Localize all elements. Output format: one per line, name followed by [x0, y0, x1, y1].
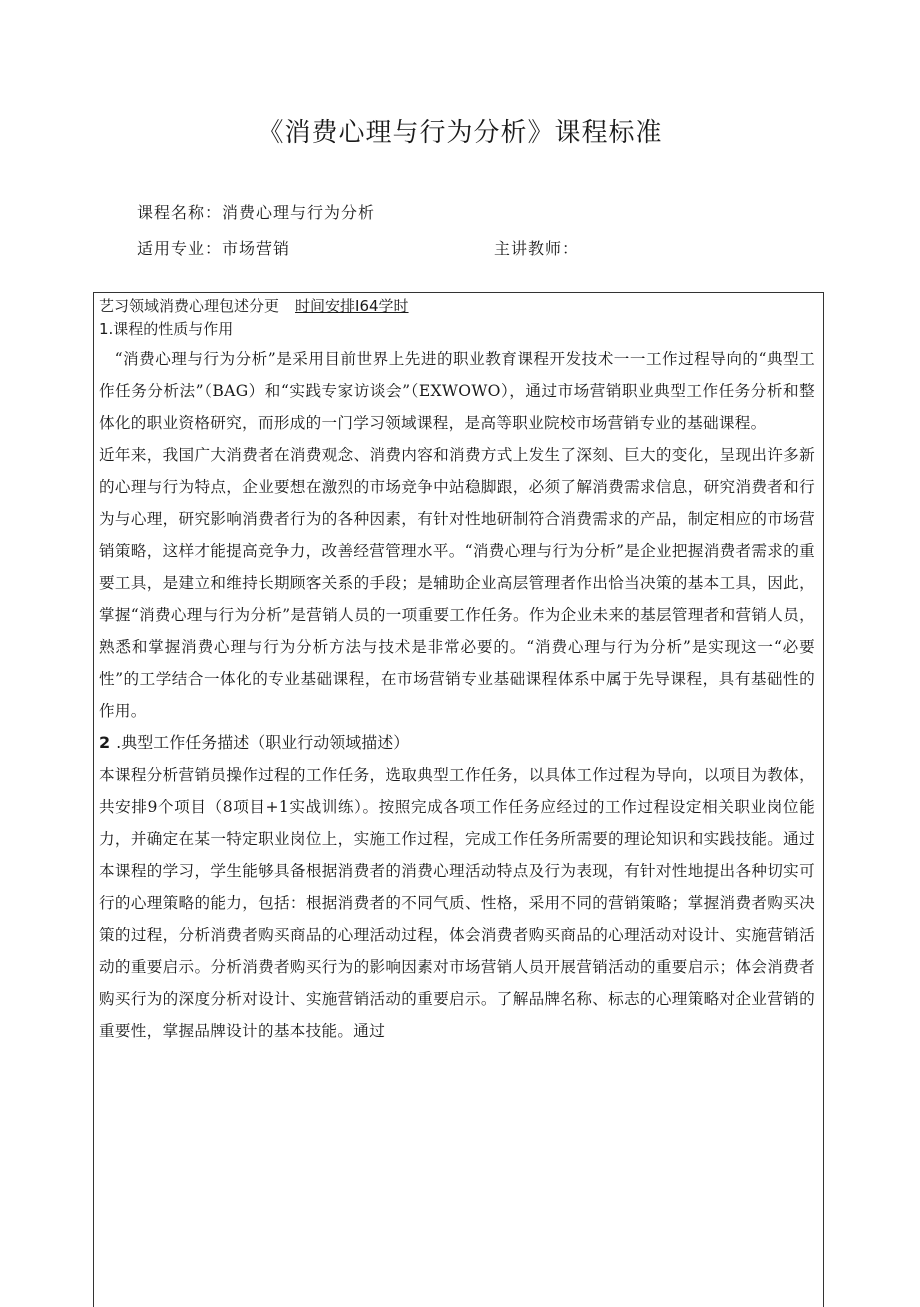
- section2-number: 2: [99, 733, 111, 752]
- applicable-major: 适用专业：市场营销: [137, 239, 291, 258]
- document-title: 《消费心理与行为分析》课程标准: [257, 118, 663, 148]
- time-arrangement: 时间安排I64学时: [295, 297, 409, 315]
- section1-paragraph-2: 近年来，我国广大消费者在消费观念、消费内容和消费方式上发生了深刻、巨大的变化，呈现出许多新的心理与行为特点，企业要想在激烈的市场竞争中站稳脚跟，必须了解消费需求信息，研究消费者和行为与心理，研究影响消费者行为的各种因素，有针对性地研制符合消费需求的产品，制定相应的市场营销策略，这样才能提高竞争力，改善经营管理水平。“消费心理与行为分析”是企业把握消费者需求的重要工具，是建立和维持长期顾客关系的手段；是辅助企业高层管理者作出恰当决策的基本工具，因此，掌握“消费心理与行为分析”是营销人员的一项重要工作任务。作为企业未来的基层管理者和营销人员，熟悉和掌握消费心理与行为分析方法与技术是非常必要的。“消费心理与行为分析”是实现这一“必要性”的工学结合一体化的专业基础课程，在市场营销专业基础课程体系中属于先导课程，具有基础性的作用。: [99, 446, 815, 720]
- section2-heading: [99, 727, 815, 759]
- section1-heading: 1.课程的性质与作用: [99, 320, 234, 338]
- section1-paragraph-1: “消费心理与行为分析”是采用目前世界上先进的职业教育课程开发技术一一工作过程导向的“典型工作任务分析法”（BAG）和“实践专家访谈会”（EXWOWO），通过市场营销职业典型工作任务分析和整体化的职业资格研究，而形成的一门学习领域课程，是高等职业院校市场营销专业的基础课程。: [99, 350, 815, 432]
- teacher-label: 主讲教师：: [494, 239, 580, 258]
- content-table: [93, 292, 824, 1307]
- course-name: 课程名称：消费心理与行为分析: [137, 203, 376, 222]
- section2-paragraph: 本课程分析营销员操作过程的工作任务，选取典型工作任务，以具体工作过程为导向，以项目为教体，共安排9个项目（8项目+1实战训练）。按照完成各项工作任务应经过的工作过程设定相关职业岗位能力，并确定在某一特定职业岗位上，实施工作过程，完成工作任务所需要的理论知识和实践技能。通过本课程的学习，学生能够具备根据消费者的消费心理活动特点及行为表现，有针对性地提出各种切实可行的心理策略的能力，包括：根据消费者的不同气质、性格，采用不同的营销策略；掌握消费者购买决策的过程，分析消费者购买商品的心理活动过程，体会消费者购买商品的心理活动对设计、实施营销活动的重要启示。分析消费者购买行为的影响因素对市场营销人员开展营销活动的重要启示；体会消费者购买行为的深度分析对设计、实施营销活动的重要启示。了解品牌名称、标志的心理策略对企业营销的重要性，掌握品牌设计的基本技能。通过: [99, 766, 815, 1040]
- table-header-row: [99, 295, 815, 317]
- learning-area-label: 艺习领域消费心理包述分更: [99, 297, 280, 315]
- section2-title: .典型工作任务描述（职业行动领域描述）: [116, 733, 410, 752]
